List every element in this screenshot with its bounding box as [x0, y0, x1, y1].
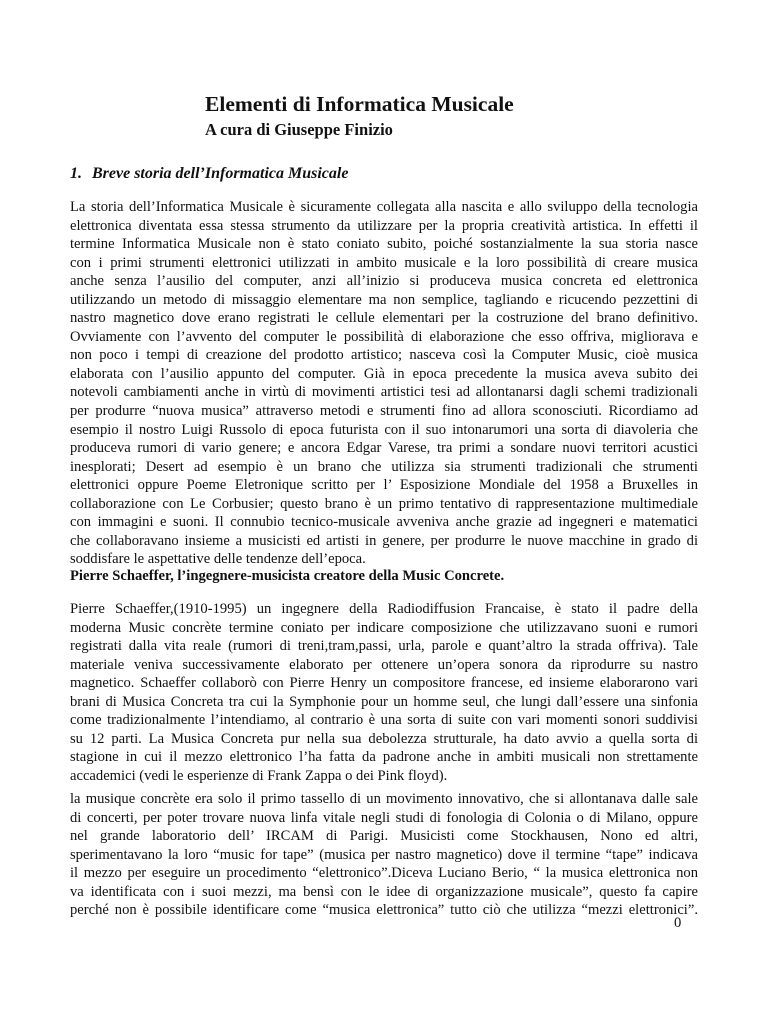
text-line: collaborazione con Le Corbusier; questo brano è un primo tentativo di rappresentazione multimediale	[70, 495, 698, 512]
section-title: Breve storia dell’Informatica Musicale	[92, 165, 349, 182]
schaeffer-heading: Pierre Schaeffer, l’ingegnere-musicista creatore della Music Concrete.	[70, 568, 505, 584]
text-line: registrati dalla vita reale (rumori di treni,tram,passi, urla, parole e quant’altro la strada offriva). Tale	[70, 638, 698, 655]
text-line: esempio il nostro Luigi Russolo di epoca futurista con il suo intonarumori una sorta di diavoleria che	[70, 421, 698, 438]
document-title: Elementi di Informatica Musicale	[205, 92, 514, 116]
text-line: termine Informatica Musicale non è stato coniato subito, poiché sostanzialmente la sua storia nasce	[70, 236, 698, 253]
document-subtitle: A cura di Giuseppe Finizio	[205, 120, 393, 139]
paragraph-schaeffer	[70, 600, 698, 785]
text-line: sperimentavano la loro “music for tape” (musica per nastro magnetico) dove il termine “tape” indicava	[70, 846, 698, 863]
page-number: 0	[674, 915, 682, 931]
text-line: non poco i tempi di creazione del prodotto artistico; nasceva così la Computer Music, cioè musica	[70, 347, 698, 364]
text-line: il mezzo per eseguire un procedimento “elettronico”.Diceva Luciano Berio, “ la musica elettronica non	[70, 865, 698, 882]
text-line: materiale veniva successivamente elaborato per ottenere un’opera sonora da riprodurre su nastro	[70, 656, 698, 673]
text-line: per produrre “nuova musica” attraverso metodi e strumenti fino ad allora sconosciuti. Ricordiamo ad	[70, 403, 698, 420]
text-line: Ovviamente con l’avvento del computer le possibilità di elaborazione che esso offriva, migliorava e	[70, 328, 698, 345]
text-line: notevoli cambiamenti anche in virtù di movimenti artistici tesi ad allontanarsi dagli schemi tradizionali	[70, 384, 698, 401]
text-line: come tradizionalmente l’intendiamo, al contrario è una sorta di suite con vari momenti sonori suddivisi	[70, 712, 698, 729]
section-heading	[70, 163, 348, 185]
text-line: magnetico. Schaeffer collaborò con Pierre Henry un compositore francese, ed insieme elaborarono vari	[70, 675, 698, 692]
text-line: Pierre Schaeffer,(1910-1995) un ingegnere della Radiodiffusion Francaise, è stato il padre della	[70, 601, 698, 617]
text-line: elettronici oppure Poeme Eletronique scritto per l’ Esposizione Mondiale del 1958 a Bruxelles in	[70, 477, 698, 494]
text-line: elettronica diventata essa stessa strumento da utilizzare per la propria creatività artistica. In effetti il	[70, 217, 698, 234]
text-line: su 12 parti. La Musica Concreta pur nella sua debolezza strutturale, ha dato avvio a quella sorta di	[70, 730, 698, 747]
text-line: anche senza l’ausilio del computer, anzi all’inizio si produceva musica concreta ed elettronica	[70, 273, 698, 290]
text-line: va identificata con i suoi mezzi, ma bensì con le idee di organizzazione musicale”, questo fa capire	[70, 883, 698, 900]
text-line: brani di Musica Concreta tra cui la Symphonie pour un homme seul, che lungi dall’essere una sinfonia	[70, 693, 698, 710]
section-number: 1.	[70, 165, 82, 182]
text-line: accademici (vedi le esperienze di Frank Zappa o dei Pink floyd).	[70, 767, 448, 784]
text-line: elaborata con l’ausilio appunto del computer. Già in epoca precedente la musica aveva subito dei	[70, 365, 698, 382]
text-line: nel grande laboratorio dell’ IRCAM di Parigi. Musicisti come Stockhausen, Nono ed altri,	[70, 828, 698, 845]
text-line: nastro magnetico dove erano registrati le cellule elementari per la costruzione del brano definitivo.	[70, 310, 698, 327]
text-line: stagione in cui il mezzo elettronico l’ha fatta da padrone anche in ambiti musicali non strettamente	[70, 749, 698, 766]
text-line: di concerti, per poter trovare nuova linfa vitale negli studi di fonologia di Colonia o di Milano, oppure	[70, 809, 698, 826]
text-line: con immagini e suoni. Il connubio tecnico-musicale avveniva anche grazie ad ingegneri e matematici	[70, 514, 698, 531]
paragraph-musique-concrete	[70, 790, 698, 920]
text-line: perché non è possibile identificare come “musica elettronica” tutto ciò che utilizza “mezzi elettronici”.	[70, 902, 698, 919]
text-line: soddisfare le aspettative delle tendenze dell’epoca.	[70, 551, 366, 568]
text-line: La storia dell’Informatica Musicale è sicuramente collegata alla nascita e allo sviluppo della tecnologia	[70, 199, 698, 215]
text-line: inesplorati; Desert ad esempio è un brano che utilizza sia strumenti tradizionali che strumenti	[70, 458, 698, 475]
text-line: utilizzando un metodo di missaggio elementare ma non semplice, tagliando e ricucendo pezzettini di	[70, 291, 698, 308]
text-line: con i primi strumenti elettronici utilizzati in ambito musicale e la loro possibilità di creare musica	[70, 254, 698, 271]
paragraph-history	[70, 198, 698, 569]
text-line: moderna Music concrète termine coniato per indicare composizione che utilizzavano suoni e rumori	[70, 619, 698, 636]
text-line: che collaboravano insieme a musicisti ed artisti in genere, per produrre le nuove macchine in grado di	[70, 532, 698, 549]
text-line: la musique concrète era solo il primo tassello di un movimento innovativo, che si allontanava dalle sale	[70, 791, 698, 807]
text-line: produceva rumori di vario genere; e ancora Edgar Varese, tra primi a sondare nuovi territori acustici	[70, 440, 698, 457]
